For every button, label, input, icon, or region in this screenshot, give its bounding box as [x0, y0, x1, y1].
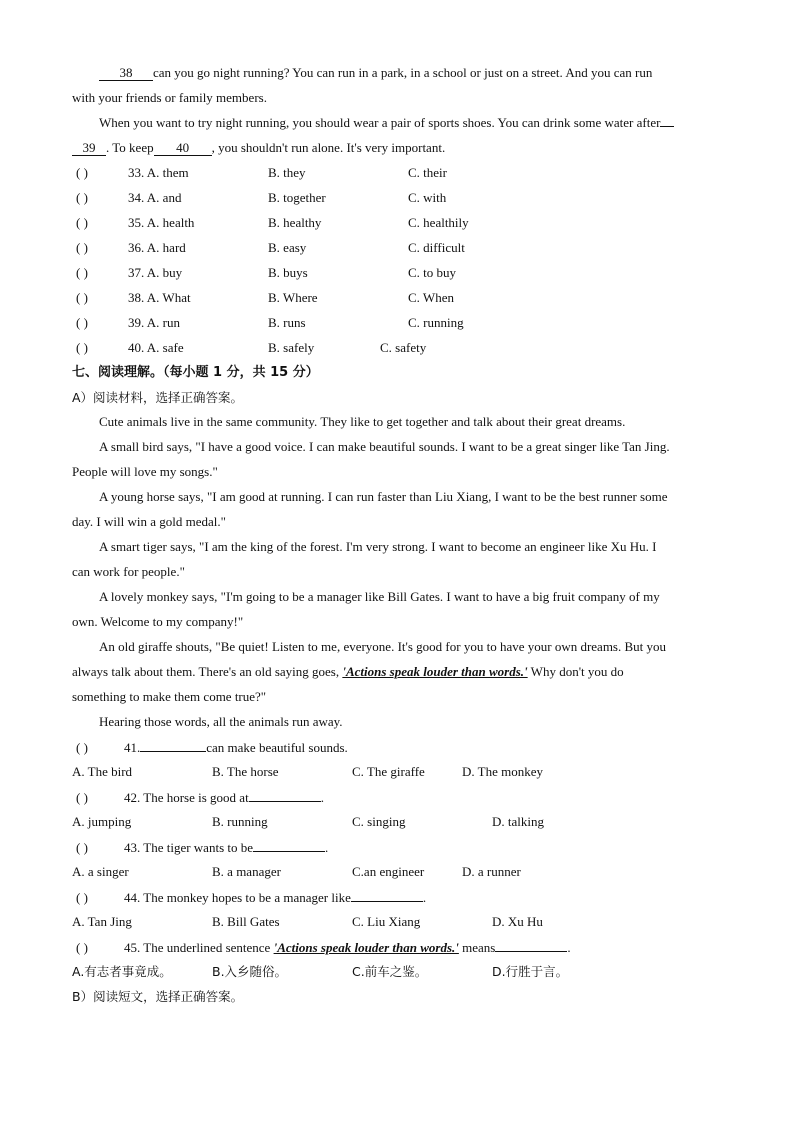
cloze-text: with your friends or family members. — [72, 90, 267, 105]
option-c[interactable]: C. The giraffe — [352, 764, 425, 779]
option-d[interactable]: D. a runner — [462, 864, 521, 879]
option-a[interactable]: 39. A. run — [128, 315, 180, 330]
cloze-line-3 — [99, 114, 674, 132]
section-heading: 七、阅读理解。（每小题 1 分，共 15 分） — [72, 365, 319, 380]
option-b[interactable]: B. The horse — [212, 764, 279, 779]
passage-line: something to make them come true?" — [72, 689, 267, 704]
option-b[interactable]: B.入乡随俗。 — [212, 964, 288, 979]
question-text: means — [462, 940, 496, 955]
option-a[interactable]: 36. A. hard — [128, 240, 186, 255]
option-d[interactable]: D. talking — [492, 814, 544, 829]
blank-39: 39 — [72, 141, 106, 156]
part-a-label: A）阅读材料，选择正确答案。 — [72, 390, 244, 405]
part-b-label: B）阅读短文，选择正确答案。 — [72, 989, 244, 1004]
option-a[interactable]: 34. A. and — [128, 190, 182, 205]
option-b[interactable]: B. they — [268, 165, 306, 180]
cloze-line-2 — [72, 89, 267, 107]
answer-blank — [253, 838, 325, 852]
answer-parentheses[interactable]: ( ) — [76, 265, 88, 280]
question-text: . — [320, 790, 324, 805]
cloze-line-4 — [72, 139, 445, 157]
answer-parentheses[interactable]: ( ) — [76, 840, 88, 855]
reading-question-stem — [76, 788, 324, 806]
option-b[interactable]: B. running — [212, 814, 268, 829]
passage-line: A lovely monkey says, "I'm going to be a manager like Bill Gates. I want to have a big fruit company of my — [99, 589, 660, 604]
blank-39-start — [660, 126, 674, 127]
option-c[interactable]: C.前车之鉴。 — [352, 964, 428, 979]
blank-40: 40 — [154, 141, 212, 156]
passage-line: People will love my songs." — [72, 464, 218, 479]
passage-line: Cute animals live in the same community. They like to get together and talk about their great dreams. — [99, 414, 626, 429]
option-c[interactable]: C. When — [408, 290, 454, 305]
cloze-text: can you go night running? You can run in a park, in a school or just on a street. And you can run — [153, 65, 653, 80]
option-b[interactable]: B. together — [268, 190, 326, 205]
option-c[interactable]: C. with — [408, 190, 447, 205]
answer-parentheses[interactable]: ( ) — [76, 940, 88, 955]
answer-blank — [351, 888, 423, 902]
answer-parentheses[interactable]: ( ) — [76, 165, 88, 180]
reading-question-stem — [76, 738, 348, 756]
answer-parentheses[interactable]: ( ) — [76, 340, 88, 355]
option-a[interactable]: 38. A. What — [128, 290, 191, 305]
cloze-text: , you shouldn't run alone. It's very important. — [211, 140, 446, 155]
cloze-line-1 — [99, 64, 652, 82]
option-c[interactable]: C. Liu Xiang — [352, 914, 421, 929]
reading-question-stem — [76, 938, 571, 956]
passage-line: Hearing those words, all the animals run away. — [99, 714, 343, 729]
option-c[interactable]: C. running — [408, 315, 464, 330]
option-a[interactable]: A.有志者事竟成。 — [72, 964, 172, 979]
option-a[interactable]: 40. A. safe — [128, 340, 184, 355]
question-text: 43. The tiger wants to be — [124, 840, 254, 855]
passage-line: A young horse says, "I am good at running. I can run faster than Liu Xiang, I want to be the best runner some — [99, 489, 668, 504]
question-text: 42. The horse is good at — [124, 790, 249, 805]
answer-parentheses[interactable]: ( ) — [76, 240, 88, 255]
question-text: 41. — [124, 740, 141, 755]
option-b[interactable]: B. a manager — [212, 864, 281, 879]
passage-text: Why don't you do — [530, 664, 624, 679]
question-text: . — [422, 890, 427, 905]
passage-line: can work for people." — [72, 564, 185, 579]
passage-line: day. I will win a gold medal." — [72, 514, 226, 529]
option-b[interactable]: B. Bill Gates — [212, 914, 280, 929]
passage-line — [72, 663, 624, 681]
answer-blank — [249, 788, 321, 802]
answer-parentheses[interactable]: ( ) — [76, 315, 88, 330]
option-d[interactable]: D. The monkey — [462, 764, 543, 779]
underlined-saying: 'Actions speak louder than words.' — [342, 664, 528, 679]
option-c[interactable]: C. healthily — [408, 215, 469, 230]
answer-parentheses[interactable]: ( ) — [76, 215, 88, 230]
question-text: . — [325, 840, 329, 855]
option-b[interactable]: B. healthy — [268, 215, 322, 230]
option-a[interactable]: A. jumping — [72, 814, 132, 829]
option-a[interactable]: A. The bird — [72, 764, 133, 779]
option-b[interactable]: B. Where — [268, 290, 318, 305]
answer-parentheses[interactable]: ( ) — [76, 190, 88, 205]
option-c[interactable]: C. to buy — [408, 265, 457, 280]
blank-38: 38 — [99, 66, 153, 81]
answer-blank — [140, 738, 206, 752]
option-c[interactable]: C. difficult — [408, 240, 465, 255]
answer-parentheses[interactable]: ( ) — [76, 290, 88, 305]
passage-line: An old giraffe shouts, "Be quiet! Listen to me, everyone. It's good for you to have your own dreams. But you — [99, 639, 667, 654]
passage-text: always talk about them. There's an old saying goes, — [72, 664, 340, 679]
underlined-saying: 'Actions speak louder than words.' — [273, 940, 459, 955]
option-a[interactable]: A. a singer — [72, 864, 129, 879]
option-b[interactable]: B. buys — [268, 265, 308, 280]
option-b[interactable]: B. safely — [268, 340, 315, 355]
answer-blank — [495, 938, 567, 952]
answer-parentheses[interactable]: ( ) — [76, 890, 88, 905]
cloze-text: . To keep — [106, 140, 154, 155]
option-a[interactable]: 35. A. health — [128, 215, 195, 230]
option-c[interactable]: C. their — [408, 165, 447, 180]
option-b[interactable]: B. runs — [268, 315, 306, 330]
option-c[interactable]: C. singing — [352, 814, 406, 829]
option-d[interactable]: D.行胜于言。 — [492, 964, 569, 979]
passage-line: own. Welcome to my company!" — [72, 614, 244, 629]
option-c[interactable]: C.an engineer — [352, 864, 425, 879]
question-text: 44. The monkey hopes to be a manager like — [124, 890, 351, 905]
question-text: can make beautiful sounds. — [206, 740, 348, 755]
answer-parentheses[interactable]: ( ) — [76, 740, 88, 755]
reading-question-stem — [76, 888, 426, 906]
answer-parentheses[interactable]: ( ) — [76, 790, 88, 805]
reading-question-stem — [76, 838, 328, 856]
option-b[interactable]: B. easy — [268, 240, 307, 255]
passage-line: A small bird says, "I have a good voice. I can make beautiful sounds. I want to be a great singer like Tan Jing. — [99, 439, 670, 454]
question-text: . — [567, 940, 571, 955]
passage-line: A smart tiger says, "I am the king of the forest. I'm very strong. I want to become an engineer like Xu Hu. I — [99, 539, 657, 554]
question-text: 45. The underlined sentence — [124, 940, 271, 955]
cloze-text: When you want to try night running, you should wear a pair of sports shoes. You can drink some water after — [99, 115, 661, 130]
option-d[interactable]: D. Xu Hu — [492, 914, 543, 929]
option-a[interactable]: 33. A. them — [128, 165, 189, 180]
option-a[interactable]: 37. A. buy — [128, 265, 183, 280]
option-a[interactable]: A. Tan Jing — [72, 914, 132, 929]
option-c[interactable]: C. safety — [380, 340, 427, 355]
